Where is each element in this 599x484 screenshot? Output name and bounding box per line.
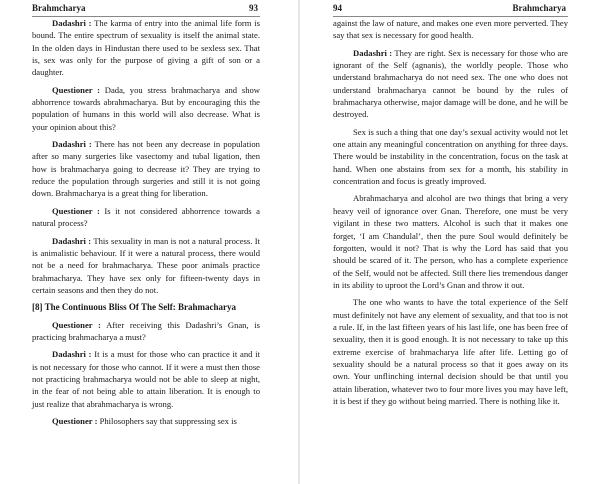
paragraph-text: Dada, you stress brahmacharya and show abhorrence towards abrahmacharya. But by encouraging this the population of humans in this world will also decrease. What is your opinion about this? — [32, 84, 260, 132]
paragraph-text: Philosophers say that suppressing sex is — [99, 415, 237, 426]
paragraph-text: It is a must for those who can practice it and it is not necessary for those who cannot. If it were a must then those not practicing brahmacharya would not be able to sleep at night, in the fear of not being able to attain liberation. It is enough to just realize that abrahmacharya is wrong. — [32, 349, 260, 409]
running-title: Brahmcharya — [512, 3, 566, 13]
page-body — [32, 17, 260, 432]
speaker-label: Dadashri : — [52, 235, 92, 246]
paragraph — [32, 17, 260, 79]
page-body — [333, 17, 568, 412]
section-heading: [8] The Continuous Bliss Of The Self: Brahmacharya — [32, 302, 236, 313]
page-number: 93 — [249, 3, 258, 13]
speaker-label: Questioner : — [52, 415, 98, 426]
running-header — [32, 3, 258, 13]
paragraph-text: They are right. Sex is necessary for those who are ignorant of the Self (agnanis), the worldly people. Those who understand brahmacharya do not need sex. The one who does not understand brahmacharya cannot be bound by the rules of brahmacharya otherwise, major damage will be done, and he will be destroyed. — [333, 47, 568, 120]
paragraph-text: The one who wants to have the total experience of the Self must definitely not have any element of sexuality, and that too is not a rule. If, in the last fifteen years of his last life, one has been free of sexuality, then it is good enough. It is not necessary to take up this extreme exercise of brahmacharya life after life. Letting go of sexuality should be a natural process so that it goes away on its own. Your unflinching internal decision should be that until you attain liberation, whatever two to four more lives you may have left, it is best if they go without being married. There is nothing like it. — [333, 297, 569, 406]
speaker-label: Questioner : — [52, 319, 101, 330]
paragraph-text: The karma of entry into the animal life form is bound. The entire spectrum of sexuality is itself the animal state. In the olden days in Hindustan there used to be sexless sex. That is, sex was only for the purpose of giving a gift of son or a daughter. — [32, 18, 260, 78]
paragraph — [333, 126, 568, 188]
paragraph-text: Is it not considered abhorrence towards a natural process? — [32, 205, 260, 229]
speaker-label: Dadashri : — [52, 18, 92, 28]
paragraph-text: After receiving this Dadashri’s Gnan, is practicing brahmacharya a must? — [32, 319, 260, 342]
paragraph — [32, 138, 260, 200]
paragraph-text: This sexuality in man is not a natural process. It is animalistic behaviour. If it were a natural process, there would not be a need for brahmacharya. These poor animals practice brahmacharya. They have sex only for fifteen-twenty days in certain seasons and then they do not. — [32, 235, 260, 295]
paragraph — [333, 192, 568, 291]
speaker-label: Dadashri : — [52, 139, 92, 150]
speaker-label: Dadashri : — [353, 47, 393, 58]
paragraph — [32, 348, 260, 410]
left-page — [0, 0, 299, 484]
running-title: Brahmcharya — [32, 3, 86, 13]
paragraph-text: Abrahmacharya and alcohol are two things that bring a very heavy veil of ignorance over Gnan. Therefore, one must be very vigilant in these two matters. Alcohol is such that it makes one forget, ‘I am Chandulal’, then the pure Soul would definitely be forgotten, would it not? That is why the Lord has said that you should be scared of it. The person, who has a complete experience of the Self, would not be affected. Still there lies tremendous danger in its ability to uproot the Lord’s Gnan and throw it out. — [333, 193, 568, 290]
speaker-label: Dadashri : — [52, 349, 92, 360]
paragraph — [32, 319, 260, 344]
paragraph-text: There has not been any decrease in population after so many surgeries like vasectomy and tubal ligation, then how is brahmacharya going to decrease it? They are trying to reduce the population through surgeries and still it is not going down. Brahmacharya is a great thing for liberation. — [32, 139, 260, 199]
paragraph-text: Sex is such a thing that one day’s sexual activity would not let one attain any meaningful concentration on anything for three days. There would be instability in the concentration, focus on the task at hand. When one abstains from sex for a month, his stability in concentration and focus is greatly improved. — [333, 126, 568, 187]
paragraph — [333, 296, 568, 407]
paragraph — [333, 47, 568, 121]
paragraph-text: against the law of nature, and makes one even more perverted. They say that sex is necessary for good health. — [333, 18, 568, 41]
speaker-label: Questioner : — [52, 205, 100, 216]
paragraph — [32, 415, 260, 427]
paragraph — [32, 205, 260, 230]
page-number: 94 — [333, 3, 342, 13]
right-page — [300, 0, 599, 484]
paragraph — [32, 84, 260, 133]
paragraph — [32, 235, 260, 297]
paragraph — [333, 17, 568, 42]
speaker-label: Questioner : — [52, 84, 101, 95]
running-header — [333, 3, 566, 13]
